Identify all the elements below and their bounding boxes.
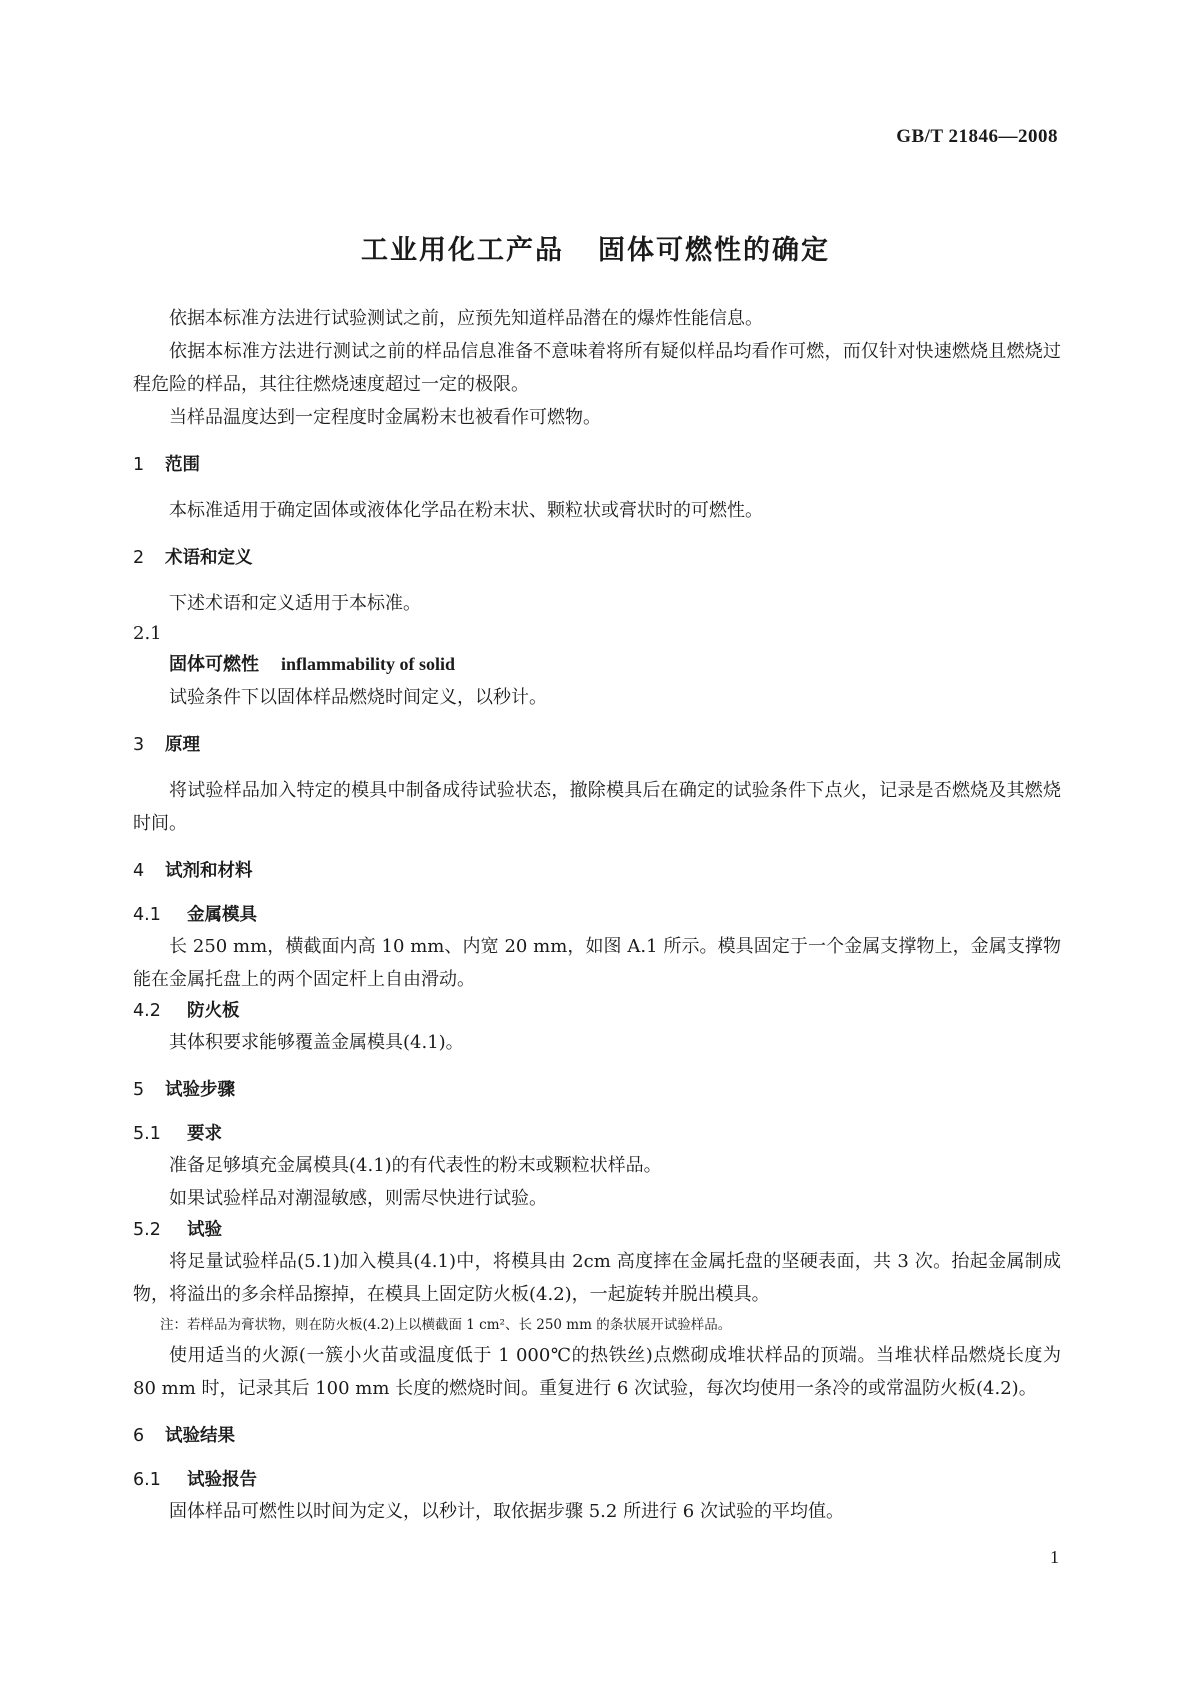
fireproof-board-text: 其体积要求能够覆盖金属模具(4.1)。: [169, 1032, 464, 1053]
test-procedure-text: 将足量试验样品(5.1)加入模具(4.1)中，将模具由 2cm 高度摔在金属托盘的坚硬表面，共 3 次。抬起金属制成物，将溢出的多余样品擦掉，在模具上固定防火板(4.2)，一起旋转并脱出模具。: [133, 1251, 1061, 1305]
test-procedure-text: 使用适当的火源(一簇小火苗或温度低于 1 000℃的热铁丝)点燃砌成堆状样品的顶端。当堆状样品燃烧长度为 80 mm 时，记录其后 100 mm 长度的燃烧时间。重复进行 6 次试验，每次均使用一条冷的或常温防火板(4.2)。: [133, 1345, 1061, 1399]
principle-text: 将试验样品加入特定的模具中制备成待试验状态，撤除模具后在确定的试验条件下点火，记录是否燃烧及其燃烧时间。: [133, 780, 1061, 834]
mold-text: 长 250 mm，横截面内高 10 mm、内宽 20 mm，如图 A.1 所示。模具固定于一个金属支撑物上，金属支撑物能在金属托盘上的两个固定杆上自由滑动。: [133, 936, 1061, 990]
test-report-text: 固体样品可燃性以时间为定义，以秒计，取依据步骤 5.2 所进行 6 次试验的平均值。: [169, 1501, 844, 1522]
subsection-heading-5-1: 5.1 要求: [133, 1124, 222, 1144]
section-heading-6: 6 试验结果: [133, 1426, 235, 1446]
intro-paragraph: 当样品温度达到一定程度时金属粉末也被看作可燃物。: [169, 407, 601, 428]
section-heading-2: 2 术语和定义: [133, 548, 253, 568]
intro-paragraph: 依据本标准方法进行测试之前的样品信息准备不意味着将所有疑似样品均看作可燃，而仅针对快速燃烧且燃烧过程危险的样品，其往往燃烧速度超过一定的极限。: [133, 341, 1061, 395]
page-number: 1: [1050, 1547, 1059, 1567]
section-heading-1: 1 范围: [133, 455, 200, 475]
document-body: [133, 302, 1061, 1528]
title-part-1: 工业用化工产品: [361, 235, 564, 266]
subsection-heading-4-2: 4.2 防火板: [133, 1001, 240, 1021]
test-note: 注：若样品为膏状物，则在防火板(4.2)上以横截面 1 cm²、长 250 mm 的条状展开试验样品。: [160, 1317, 732, 1333]
requirement-text: 如果试验样品对潮湿敏感，则需尽快进行试验。: [169, 1188, 547, 1209]
term-number: 2.1: [133, 623, 162, 644]
intro-paragraph: 依据本标准方法进行试验测试之前，应预先知道样品潜在的爆炸性能信息。: [169, 308, 763, 329]
term-entry: 固体可燃性 inflammability of solid: [169, 654, 456, 675]
subsection-heading-6-1: 6.1 试验报告: [133, 1470, 257, 1490]
term-definition: 试验条件下以固体样品燃烧时间定义，以秒计。: [169, 687, 547, 708]
section-heading-5: 5 试验步骤: [133, 1080, 235, 1100]
standard-number: GB/T 21846—2008: [896, 126, 1058, 147]
title-part-2: 固体可燃性的确定: [598, 235, 830, 266]
requirement-text: 准备足够填充金属模具(4.1)的有代表性的粉末或颗粒状样品。: [169, 1155, 662, 1176]
scope-text: 本标准适用于确定固体或液体化学品在粉末状、颗粒状或膏状时的可燃性。: [169, 500, 763, 521]
subsection-heading-5-2: 5.2 试验: [133, 1220, 222, 1240]
section-heading-4: 4 试剂和材料: [133, 861, 253, 881]
document-title: [0, 228, 1191, 267]
terms-intro: 下述术语和定义适用于本标准。: [169, 593, 421, 614]
section-heading-3: 3 原理: [133, 735, 200, 755]
subsection-heading-4-1: 4.1 金属模具: [133, 905, 257, 925]
